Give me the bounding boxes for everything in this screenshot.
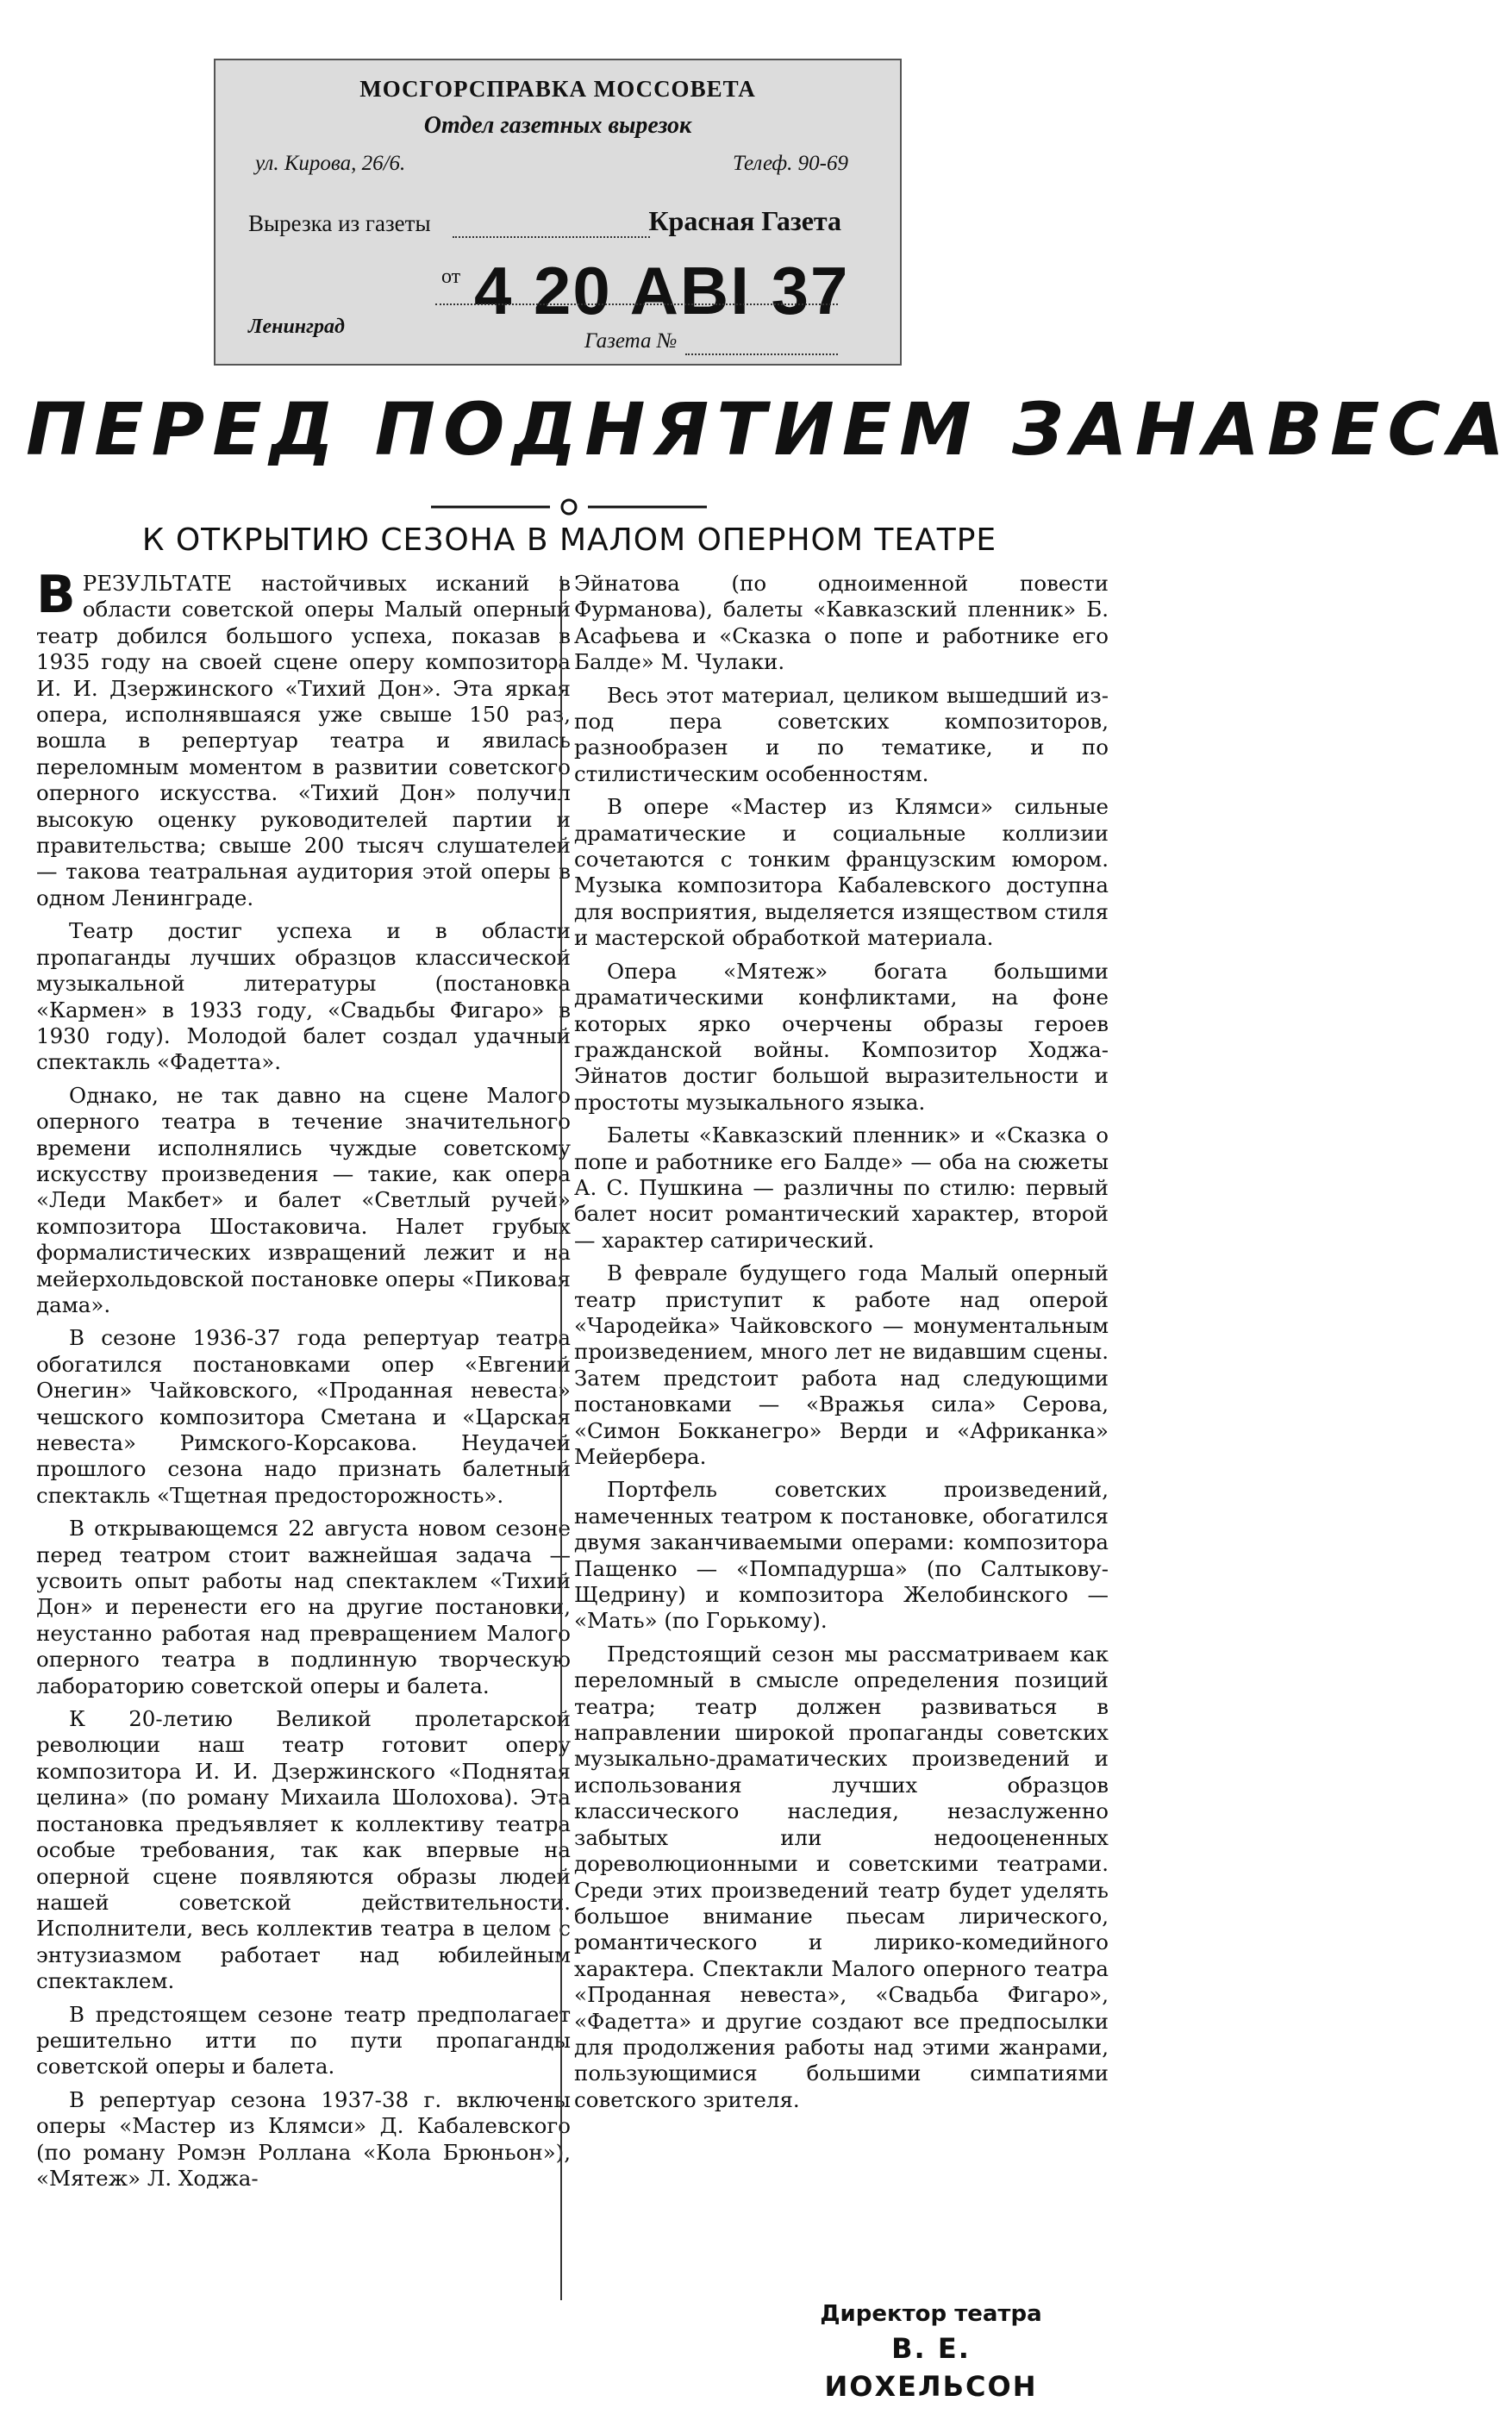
article-paragraph: К 20-летию Великой пролетарской революции наш театр готовит оперу композитора И. И. Дзержинского «Поднятая целина» (по роману Михаила Шолохова). Эта постановка предъявляет к коллективу театра особые требования, так как впервые на оперной сцене появляются образы людей нашей советской действительности. Исполнители, весь коллектив театра в целом с энтузиазмом работает над юбилейным спектаклем. — [36, 1706, 571, 1994]
stamp-department: Отдел газетных вырезок — [423, 112, 692, 139]
article-paragraph: Театр достиг успеха и в области пропаганды лучших образцов классической музыкальной литературы (постановка «Кармен» в 1933 году, «Свадьбы Фигаро» в 1930 году). Молодой балет создал удачный спектакль «Фадетта». — [36, 918, 571, 1075]
article-paragraph: В опере «Мастер из Клямси» сильные драматические и социальные коллизии сочетаются с тонким французским юмором. Музыка композитора Кабалевского доступна для восприятия, выделяется изяществом стиля и мастерской обработкой материала. — [574, 794, 1109, 951]
article-column-right — [574, 571, 1109, 2312]
stamp-newspaper: Красная Газета — [648, 205, 841, 236]
signature-name: В. Е. ИОХЕЛЬСОН — [824, 2332, 1038, 2403]
article-paragraph: ВРЕЗУЛЬТАТЕ настойчивых исканий в области советской оперы Малый оперный театр добился большого успеха, показав в 1935 году на своей сцене оперу композитора И. И. Дзержинского «Тихий Дон». Эта яркая опера, исполнявшаяся уже свыше 150 раз, вошла в репертуар театра и явилась переломным моментом в развитии советского оперного искусства. «Тихий Дон» получил высокую оценку руководителей партии и правительства; свыше 200 тысяч слушателей — такова театральная аудитория этой оперы в одном Ленинграде. — [36, 565, 571, 910]
article-paragraph: Портфель советских произведений, намеченных театром к постановке, обогатился двумя заканчиваемыми операми: композитора Пащенко — «Помпадурша» (по Салтыкову-Щедрину) и композитора Желобинского — «Мать» (по Горькому). — [574, 1477, 1109, 1634]
stamp-rule — [435, 303, 838, 305]
signature-role: Директор театра — [820, 2301, 1042, 2327]
subheadline: К ОТКРЫТИЮ СЕЗОНА В МАЛОМ ОПЕРНОМ ТЕАТРЕ — [141, 522, 997, 558]
article-paragraph: Однако, не так давно на сцене Малого оперного театра в течение значительного времени исполнялись чуждые советскому искусству произведения — такие, как опера «Леди Макбет» и балет «Светлый ручей» композитора Шостаковича. Налет грубых формалистических извращений лежит и на мейерхольдовской постановке оперы «Пиковая дама». — [36, 1082, 571, 1317]
stamp-address: ул. Кирова, 26/6. — [255, 152, 406, 175]
stamp-agency: МОСГОРСПРАВКА МОССОВЕТА — [359, 76, 756, 102]
signature — [793, 2298, 1069, 2405]
article-paragraph: В феврале будущего года Малый оперный театр приступит к работе над оперой «Чародейка» Чайковского — монументальным произведением, много лет не видавшим сцены. Затем предстоит работа над следующими постановками — «Вражья сила» Серова, «Симон Бокканегро» Верди и «Африканка» Мейербера. — [574, 1260, 1109, 1469]
stamp-city: Ленинград — [248, 316, 345, 338]
article-paragraph: Балеты «Кавказский пленник» и «Сказка о попе и работнике его Балде» — оба на сюжеты А. С. Пушкина — различны по стилю: первый балет носит романтический характер, второй — характер сатирический. — [574, 1123, 1109, 1253]
stamp-date: 4 20 ABI 37 — [474, 253, 850, 328]
article-paragraph: Эйнатова (по одноименной повести Фурманова), балеты «Кавказский пленник» Б. Асафьева и «Сказка о попе и работнике его Балде» М. Чулаки. — [574, 571, 1109, 675]
article-paragraph: В предстоящем сезоне театр предполагает решительно итти по пути пропаганды советской оперы и балета. — [36, 2001, 571, 2079]
article-paragraph: В репертуар сезона 1937-38 г. включены оперы «Мастер из Клямси» Д. Кабалевского (по роману Ромэн Роллана «Кола Брюньон»), «Мятеж» Л. Ходжа- — [36, 2086, 571, 2191]
stamp-phone: Телеф. 90-69 — [732, 152, 848, 175]
stamp-rule — [685, 353, 838, 355]
article-paragraph: В сезоне 1936-37 года репертуар театра обогатился постановками опер «Евгений Онегин» Чайковского, «Проданная невеста» чешского композитора Сметана и «Царская невеста» Римского-Корсакова. Неудачей прошлого сезона надо признать балетный спектакль «Тщетная предосторожность». — [36, 1325, 571, 1508]
clipping-stamp — [214, 59, 902, 366]
stamp-gazette-no: Газета № — [584, 329, 678, 353]
article-paragraph: Опера «Мятеж» богата большими драматическими конфликтами, на фоне которых ярко очерчены образы героев гражданской войны. Композитор Ходжа-Эйнатов достиг большой выразительности и простоты музыкального языка. — [574, 958, 1109, 1115]
article-column-left — [36, 565, 571, 2312]
article-paragraph: В открывающемся 22 августа новом сезоне перед театром стоит важнейшая задача — усвоить опыт работы над спектаклем «Тихий Дон» и перенести его на другие постановки, неустанно работая над превращением Малого оперного театра в подлинную творческую лабораторию советской оперы и балета. — [36, 1516, 571, 1698]
column-divider — [560, 576, 562, 2300]
article-paragraph: Предстоящий сезон мы рассматриваем как переломный в смысле определения позиций театра; театр должен развиваться в направлении широкой пропаганды советских музыкально-драматических произведений и использования лучших образцов классического наследия, незаслуженно забытых или недооцененных дореволюционными и советскими театрами. Среди этих произведений театр будет уделять большое внимание пьесам лирического, романтического и лирико-комедийного характера. Спектакли Малого оперного театра «Проданная невеста», «Свадьба Фигаро», «Фадетта» и другие создают все предпосылки для продолжения работы над этими жанрами, пользующимися большими симпатиями советского зрителя. — [574, 1641, 1109, 2112]
ornament-divider — [431, 498, 707, 516]
article-paragraph: Весь этот материал, целиком вышедший из-под пера советских композиторов, разнообразен и по тематике, и по стилистическим особенностям. — [574, 682, 1109, 786]
headline: ПЕРЕД ПОДНЯТИЕМ ЗАНАВЕСА — [26, 387, 1512, 472]
drop-cap: В — [36, 565, 76, 625]
stamp-rule — [453, 236, 650, 238]
stamp-cutting-label: Вырезка из газеты — [248, 210, 431, 236]
stamp-from-label: от — [441, 266, 461, 288]
